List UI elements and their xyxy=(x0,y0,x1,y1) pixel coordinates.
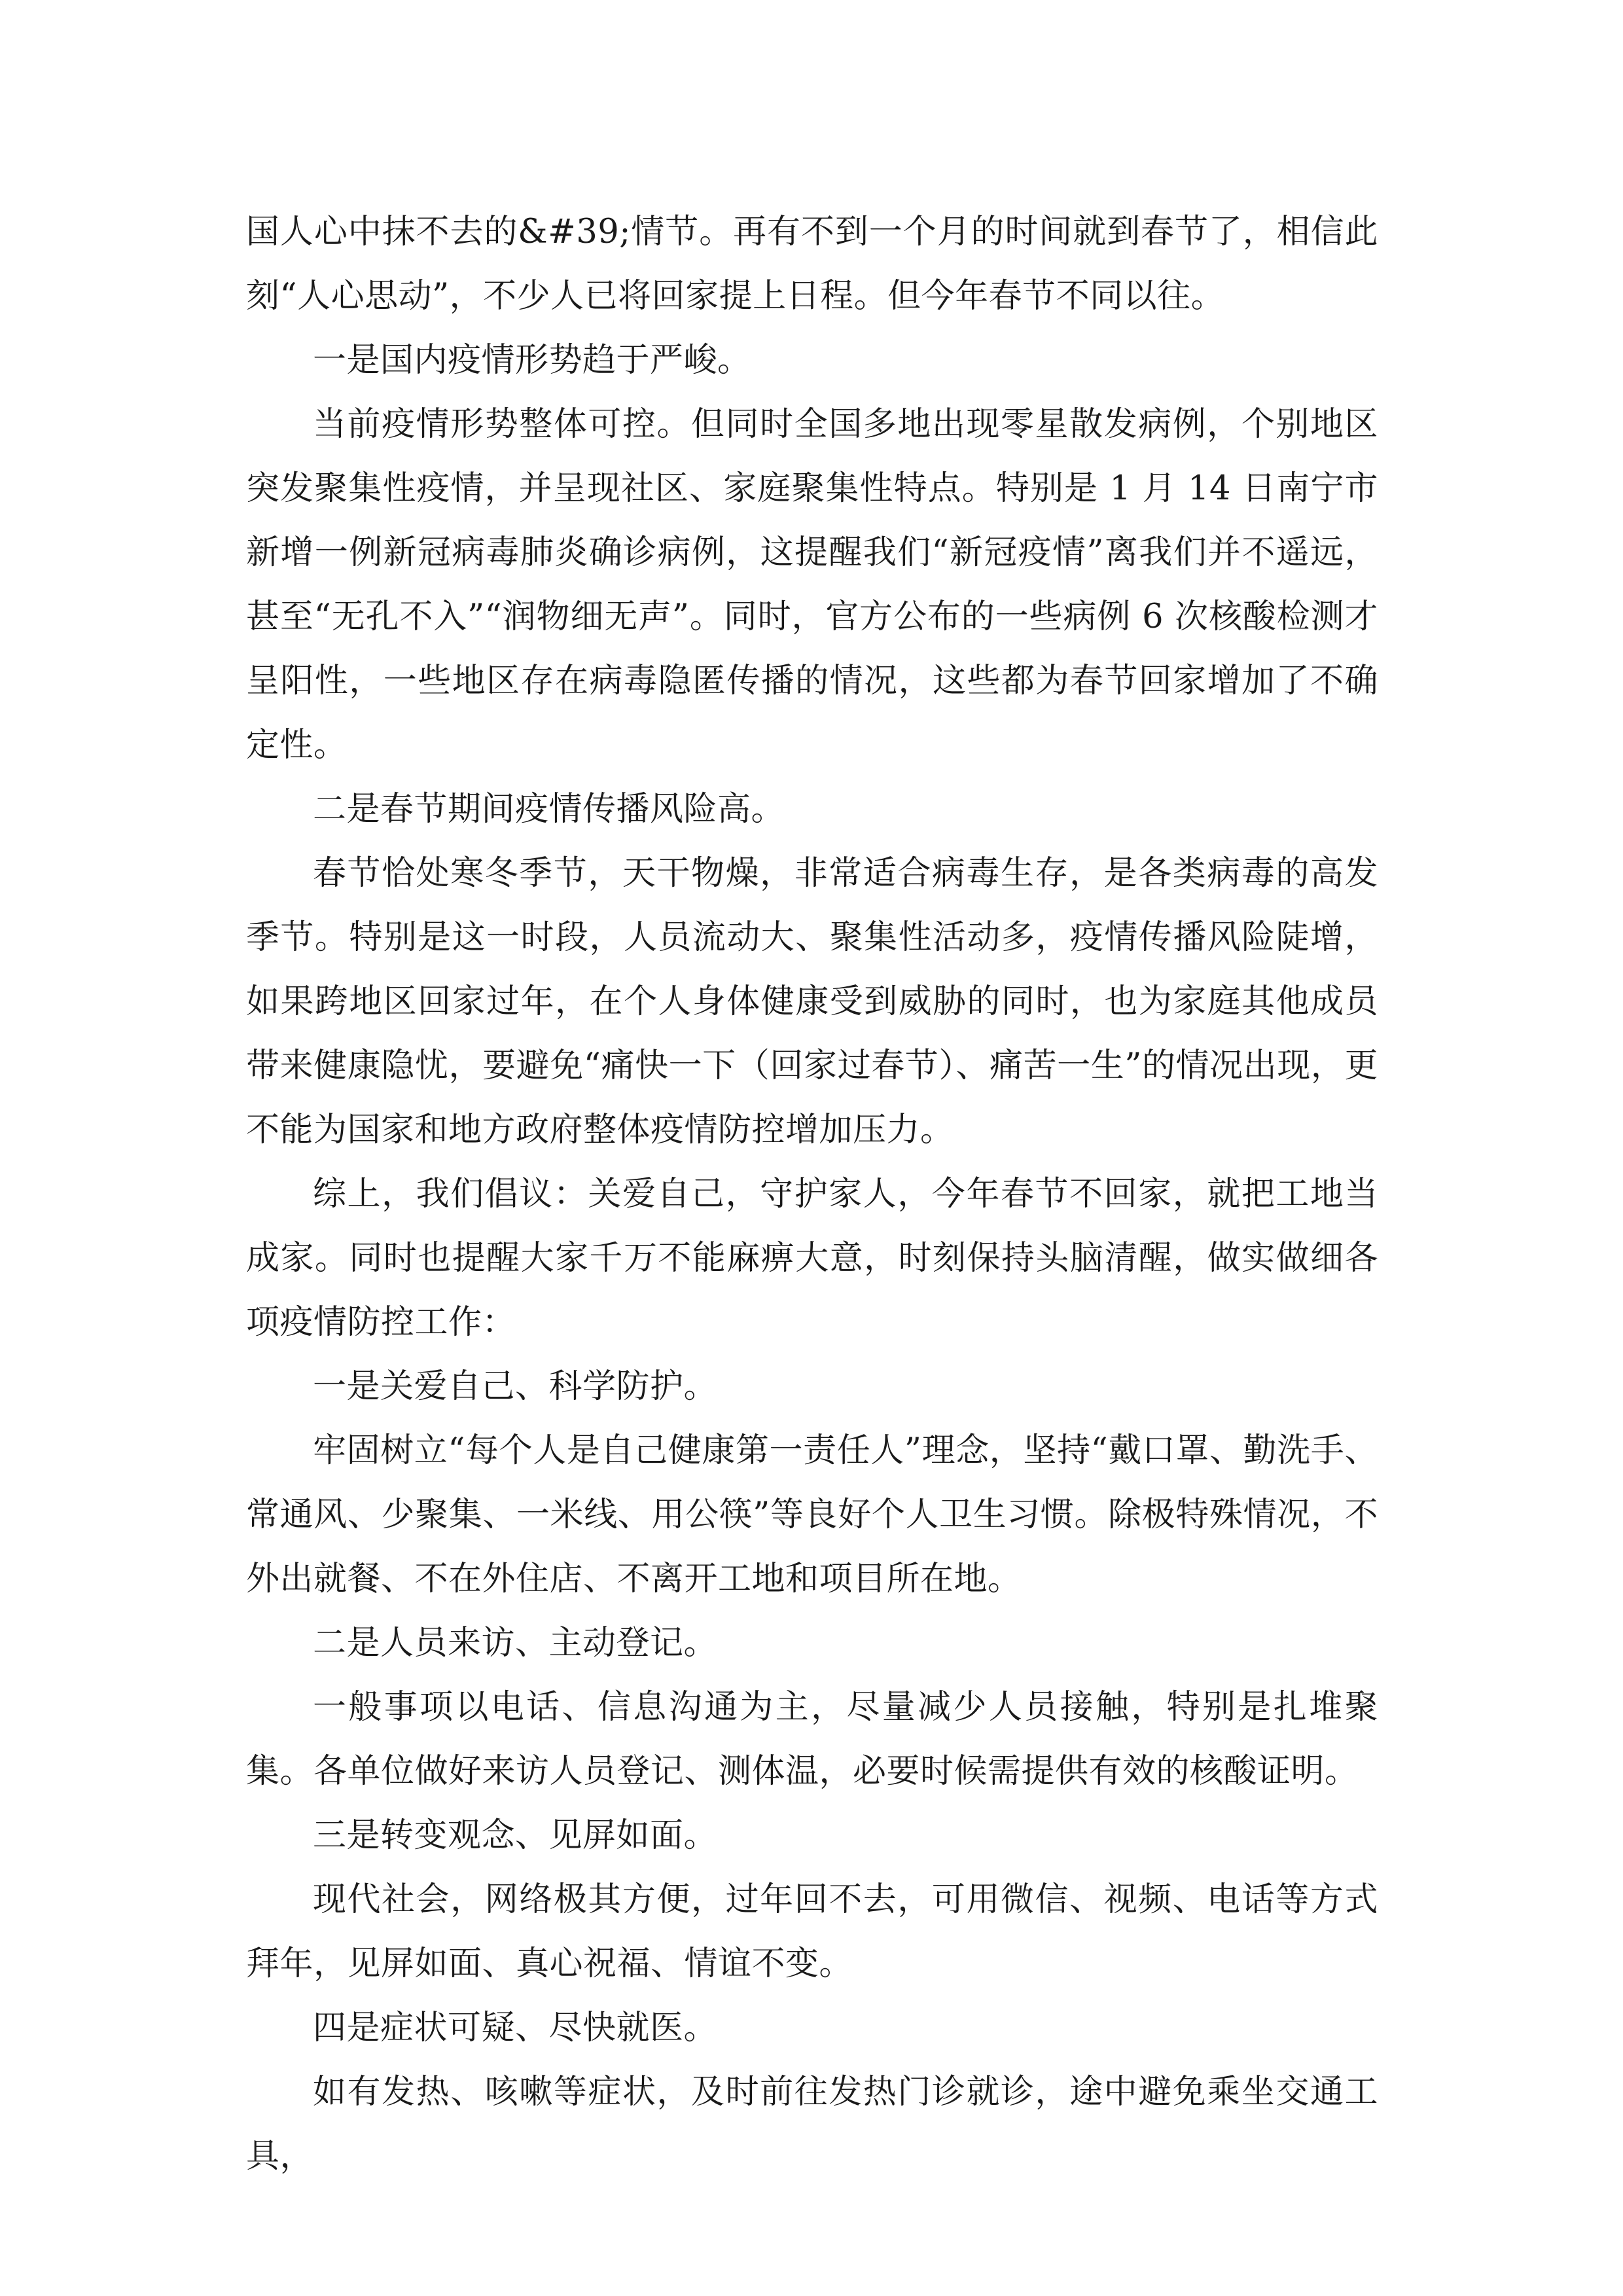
section-heading: 四是症状可疑、尽快就医。 xyxy=(313,2009,718,2047)
section-heading: 二是春节期间疫情传播风险高。 xyxy=(313,790,785,829)
paragraph: 牢固树立“每个人是自己健康第一责任人”理念，坚持“戴口罩、勤洗手、常通风、少聚集、一米线、用公筷”等良好个人卫生习惯。除极特殊情况，不外出就餐、不在外住店、不离开工地和项目所在地。 xyxy=(246,1431,1378,1598)
paragraph: 现代社会，网络极其方便，过年回不去，可用微信、视频、电话等方式拜年，见屏如面、真心祝福、情谊不变。 xyxy=(246,1880,1378,1983)
paragraph-continuation: 国人心中抹不去的&#39;情节。再有不到一个月的时间就到春节了，相信此刻“人心思动”，不少人已将回家提上日程。但今年春节不同以往。 xyxy=(246,213,1378,315)
section-heading: 一是国内疫情形势趋于严峻。 xyxy=(313,341,751,380)
paragraph: 综上，我们倡议：关爱自己，守护家人，今年春节不回家，就把工地当成家。同时也提醒大家千万不能麻痹大意，时刻保持头脑清醒，做实做细各项疫情防控工作： xyxy=(246,1175,1378,1342)
section-heading: 一是关爱自己、科学防护。 xyxy=(313,1367,718,1406)
document-body xyxy=(246,200,1378,2189)
paragraph: 当前疫情形势整体可控。但同时全国多地出现零星散发病例，个别地区突发聚集性疫情，并呈现社区、家庭聚集性特点。特别是 1 月 14 日南宁市新增一例新冠病毒肺炎确诊病例，这提醒我们“新冠疫情”离我们并不遥远，甚至“无孔不入”“润物细无声”。同时，官方公布的一些病例 6 次核酸检测才呈阳性，一些地区存在病毒隐匿传播的情况，这些都为春节回家增加了不确定性。 xyxy=(246,405,1378,764)
paragraph: 如有发热、咳嗽等症状，及时前往发热门诊就诊，途中避免乘坐交通工具， xyxy=(246,2073,1378,2176)
section-heading: 三是转变观念、见屏如面。 xyxy=(313,1816,718,1855)
paragraph: 春节恰处寒冬季节，天干物燥，非常适合病毒生存，是各类病毒的高发季节。特别是这一时段，人员流动大、聚集性活动多，疫情传播风险陡增，如果跨地区回家过年，在个人身体健康受到威胁的同时，也为家庭其他成员带来健康隐忧，要避免“痛快一下（回家过春节）、痛苦一生”的情况出现，更不能为国家和地方政府整体疫情防控增加压力。 xyxy=(246,854,1378,1149)
section-heading: 二是人员来访、主动登记。 xyxy=(313,1624,718,1662)
paragraph: 一般事项以电话、信息沟通为主，尽量减少人员接触，特别是扎堆聚集。各单位做好来访人员登记、测体温，必要时候需提供有效的核酸证明。 xyxy=(246,1688,1378,1791)
